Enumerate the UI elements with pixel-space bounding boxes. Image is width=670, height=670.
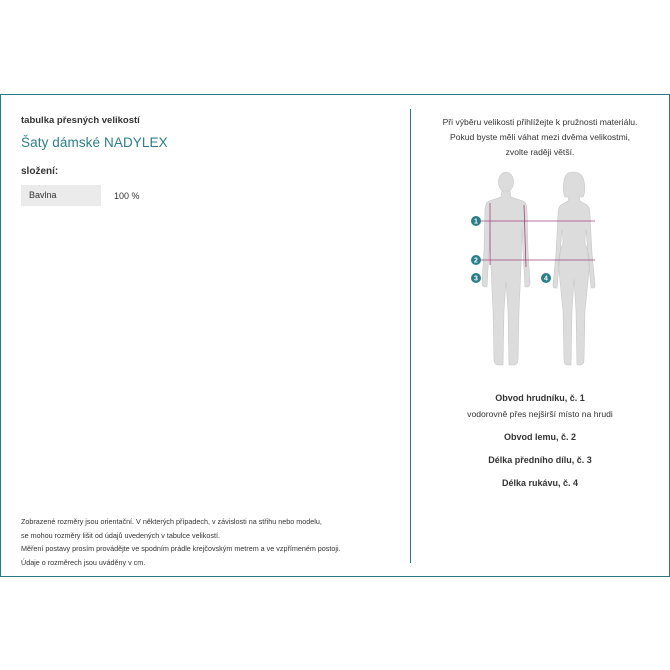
note-line: se mohou rozměry lišit od údajů uvedených v tabulce velikostí. — [21, 530, 220, 540]
marker-2-label: 2 — [474, 257, 478, 265]
measurement-figure — [469, 171, 611, 371]
advice-line: zvolte raději větší. — [505, 147, 575, 157]
left-panel — [21, 115, 391, 206]
note-line: Měření postavy prosím provádějte ve spodním prádle krejčovským metrem a ve vzpřímeném postoji. — [21, 544, 341, 553]
sizing-advice — [411, 115, 669, 160]
male-silhouette-icon — [482, 172, 530, 365]
legend-chest: Obvod hrudníku, č. 1 — [495, 393, 585, 403]
advice-line: Pokud byste měli váhat mezi dvěma velikostmi, — [449, 132, 631, 142]
advice-line: Při výběru velikosti přihlížejte k pružnosti materiálu. — [442, 117, 638, 127]
chart-subtitle: tabulka přesných velikostí — [21, 115, 140, 126]
marker-1 — [471, 216, 481, 226]
female-silhouette-icon — [553, 172, 595, 365]
legend-sleeve-length: Délka rukávu, č. 4 — [501, 478, 579, 488]
note-line: Zobrazené rozměry jsou orientační. V některých případech, v závislosti na střihu nebo modelu, — [21, 517, 322, 526]
measurement-legend — [411, 393, 669, 488]
notes — [21, 515, 401, 569]
marker-1-label: 1 — [474, 218, 478, 226]
marker-4-label: 4 — [544, 275, 548, 283]
legend-hem: Obvod lemu, č. 2 — [503, 432, 577, 442]
marker-2 — [471, 255, 481, 265]
legend-chest-desc: vodorovně přes nejširší místo na hrudi — [467, 409, 613, 419]
composition-value: 100 % — [114, 190, 140, 201]
note-line: Údaje o rozměrech jsou uváděny v cm. — [21, 557, 146, 567]
composition-material: Bavlna — [21, 185, 101, 206]
composition-row — [21, 185, 391, 206]
size-chart-card — [0, 94, 670, 577]
vertical-divider — [410, 109, 411, 563]
marker-3 — [471, 273, 481, 283]
legend-front-length: Délka předního dílu, č. 3 — [488, 455, 592, 465]
composition-label: složení: — [21, 166, 59, 177]
marker-3-label: 3 — [474, 275, 478, 283]
marker-4 — [541, 273, 551, 283]
product-title: Šaty dámské NADYLEX — [21, 135, 168, 150]
